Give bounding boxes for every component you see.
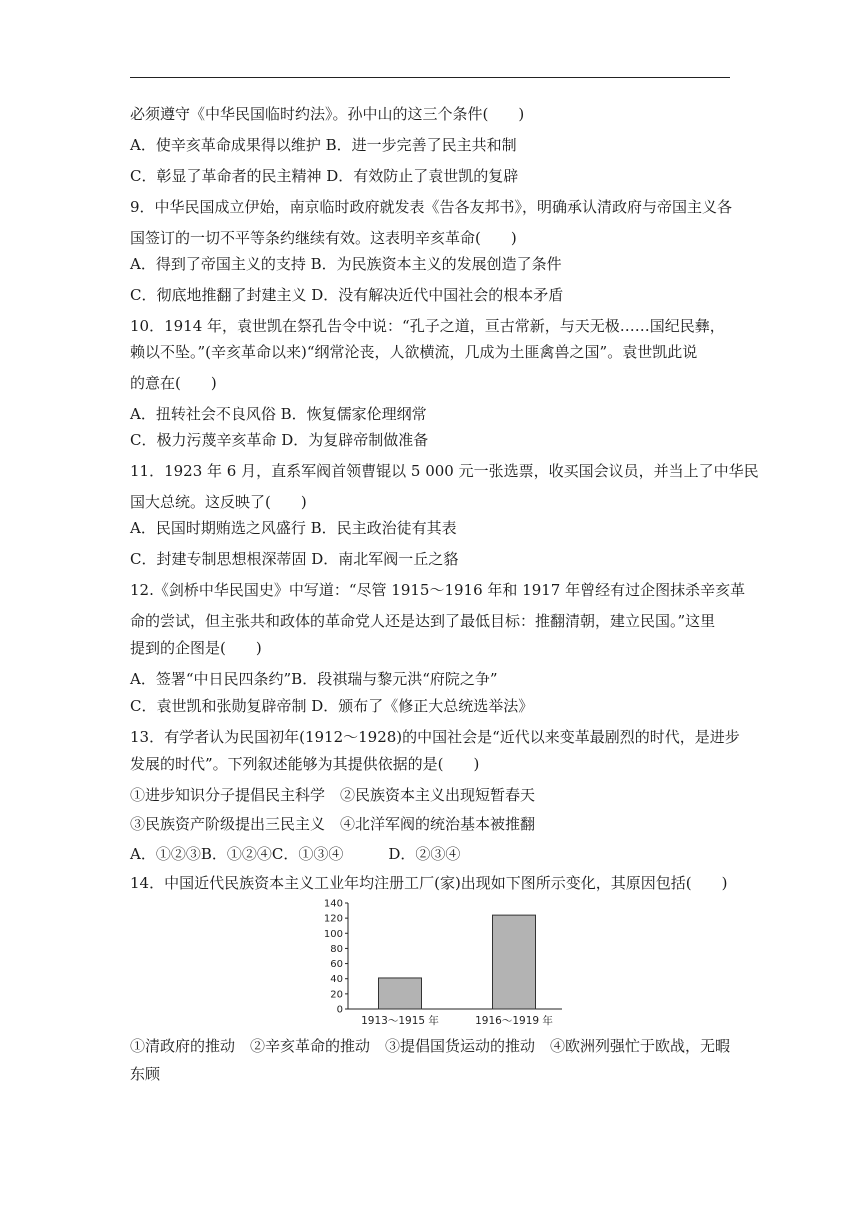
text-line: C．封建专制思想根深蒂固 D．南北军阀一丘之貉 <box>130 550 459 568</box>
text-line: C．袁世凯和张勋复辟帝制 D．颁布了《修正大总统选举法》 <box>130 697 534 715</box>
text-line: 赖以不坠。”(辛亥革命以来)“纲常沦丧，人欲横流，几成为土匪禽兽之国”。袁世凯此说 <box>130 343 698 361</box>
text-line: A．扭转社会不良风俗 B．恢复儒家伦理纲常 <box>130 405 427 423</box>
text-line: 10．1914 年，袁世凯在祭孔告令中说：“孔子之道，亘古常新，与天无极……国纪民彝， <box>130 317 725 335</box>
y-tick-label: 0 <box>336 1004 343 1016</box>
text-line: 国签订的一切不平等条约继续有效。这表明辛亥革命( ) <box>130 229 517 247</box>
factory-registration-bar-chart <box>300 890 600 1030</box>
text-line: 东顾 <box>130 1065 161 1083</box>
x-tick-label: 1916～1919 年 <box>475 1015 553 1027</box>
bar <box>379 978 422 1009</box>
y-tick-label: 120 <box>323 913 343 925</box>
text-line: 提到的企图是( ) <box>130 639 262 657</box>
text-line: 必须遵守《中华民国临时约法》。孙中山的这三个条件( ) <box>130 105 525 123</box>
y-tick-label: 100 <box>323 928 343 940</box>
text-line: 发展的时代”。下列叙述能够为其提供依据的是( ) <box>130 755 480 773</box>
text-line: A．得到了帝国主义的支持 B．为民族资本主义的发展创造了条件 <box>130 255 562 273</box>
y-tick-label: 20 <box>330 989 343 1001</box>
x-tick-label: 1913～1915 年 <box>361 1015 439 1027</box>
text-line: ①进步知识分子提倡民主科学 ②民族资本主义出现短暂春天 <box>130 786 536 804</box>
text-line: C．彻底地推翻了封建主义 D．没有解决近代中国社会的根本矛盾 <box>130 286 564 304</box>
text-line: A．签署“中日民四条约”B．段祺瑞与黎元洪“府院之争” <box>130 670 498 688</box>
y-tick-label: 140 <box>323 898 343 910</box>
header-rule <box>130 77 730 78</box>
text-line: 国大总统。这反映了( ) <box>130 493 307 511</box>
text-line: 11．1923 年 6 月，直系军阀首领曹锟以 5 000 元一张选票，收买国会议员，并当上了中华民 <box>130 462 759 480</box>
text-line: C．彰显了革命者的民主精神 D．有效防止了袁世凯的复辟 <box>130 167 519 185</box>
text-line: 13．有学者认为民国初年(1912～1928)的中国社会是“近代以来变革最剧烈的时代，是进步 <box>130 728 740 746</box>
text-line: A．①②③B．①②④C．①③④ D．②③④ <box>130 845 461 863</box>
text-line: ①清政府的推动 ②辛亥革命的推动 ③提倡国货运动的推动 ④欧洲列强忙于欧战，无暇 <box>130 1037 731 1055</box>
text-line: 的意在( ) <box>130 374 217 392</box>
text-line: 14．中国近代民族资本主义工业年均注册工厂(家)出现如下图所示变化，其原因包括( ) <box>130 874 728 892</box>
y-tick-label: 40 <box>330 974 343 986</box>
text-line: A．民国时期贿选之风盛行 B．民主政治徒有其表 <box>130 519 457 537</box>
y-tick-label: 80 <box>330 943 343 955</box>
text-line: ③民族资产阶级提出三民主义 ④北洋军阀的统治基本被推翻 <box>130 815 536 833</box>
bar <box>493 915 536 1009</box>
y-tick-label: 60 <box>330 959 343 971</box>
text-line: C．极力污蔑辛亥革命 D．为复辟帝制做准备 <box>130 431 429 449</box>
text-line: A．使辛亥革命成果得以维护 B．进一步完善了民主共和制 <box>130 136 517 154</box>
text-line: 12.《剑桥中华民国史》中写道：“尽管 1915～1916 年和 1917 年曾经有过企图抹杀辛亥革 <box>130 581 746 599</box>
text-line: 命的尝试，但主张共和政体的革命党人还是达到了最低目标：推翻清朝，建立民国。”这里 <box>130 612 716 630</box>
text-line: 9．中华民国成立伊始，南京临时政府就发表《告各友邦书》，明确承认清政府与帝国主义各 <box>130 198 733 216</box>
